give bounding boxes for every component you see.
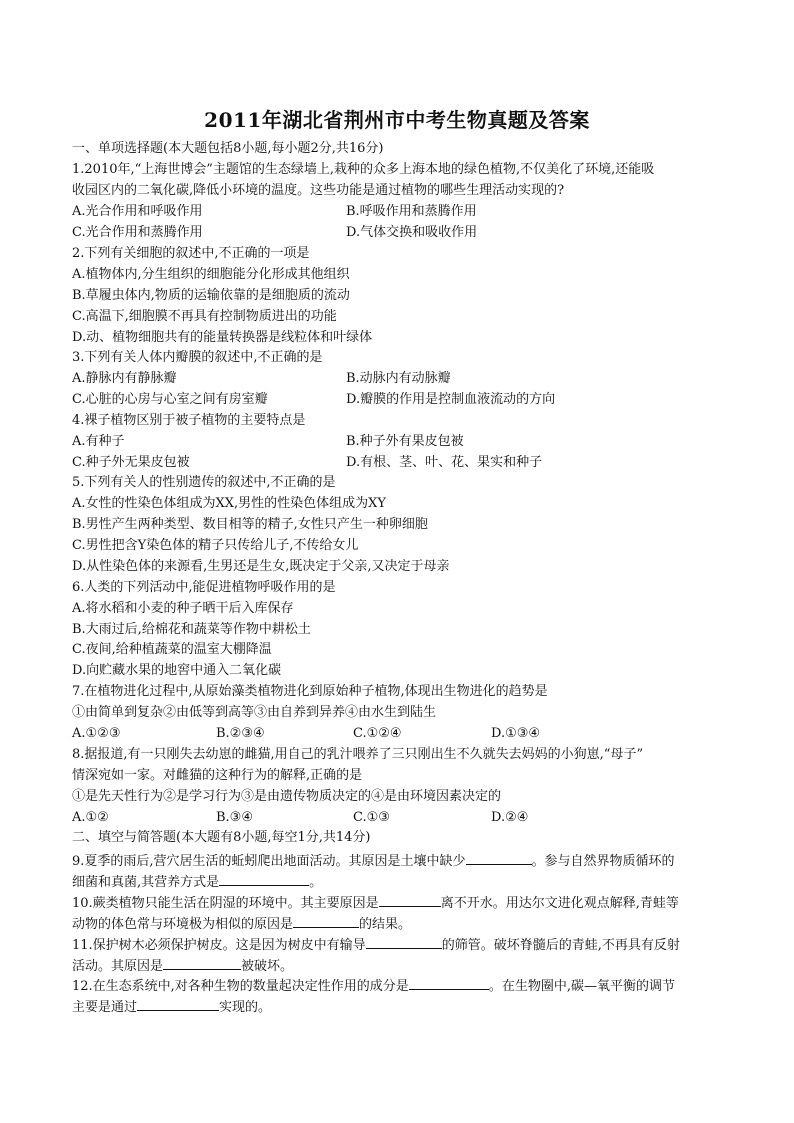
q9-text-3: 细菌和真菌,其营养方式是 bbox=[72, 875, 220, 890]
q12-line2 bbox=[72, 997, 271, 1016]
q9-line1 bbox=[72, 851, 675, 870]
q5-stem: 5.下列有关人的性别遗传的叙述中,不正确的是 bbox=[72, 475, 336, 490]
q10-text-3: 动物的体色常与环境极为相似的原因是 bbox=[72, 917, 294, 932]
q2-option-c: C.高温下,细胞膜不再具有控制物质进出的功能 bbox=[72, 309, 337, 324]
q5-option-d: D.从性染色体的来源看,生男还是生女,既决定于父亲,又决定于母亲 bbox=[72, 559, 450, 574]
q10-text-2: 离不开水。用达尔文进化观点解释,青蛙等 bbox=[440, 896, 679, 911]
q6-option-b: B.大雨过后,给棉花和蔬菜等作物中耕松土 bbox=[72, 622, 311, 637]
q8-stem-line1: 8.据报道,有一只刚失去幼崽的雌猫,用自己的乳汁喂养了三只刚出生不久就失去妈妈的小狗崽,“母子” bbox=[72, 747, 644, 762]
q9-blank-2[interactable] bbox=[219, 872, 309, 886]
q3-option-b: B.动脉内有动脉瓣 bbox=[346, 371, 451, 386]
q6-stem: 6.人类的下列活动中,能促进植物呼吸作用的是 bbox=[72, 580, 336, 595]
q8-option-d: D.②④ bbox=[491, 810, 529, 825]
q10-line2 bbox=[72, 914, 411, 933]
q3-stem: 3.下列有关人体内瓣膜的叙述中,不正确的是 bbox=[72, 350, 323, 365]
q3-option-c: C.心脏的心房与心室之间有房室瓣 bbox=[72, 392, 268, 407]
q8-option-c: C.①③ bbox=[353, 810, 390, 825]
q5-option-b: B.男性产生两种类型、数目相等的精子,女性只产生一种卵细胞 bbox=[72, 517, 428, 532]
q8-stem-line2: 情深宛如一家。对雌猫的这种行为的解释,正确的是 bbox=[72, 768, 363, 783]
q2-option-d: D.动、植物细胞共有的能量转换器是线粒体和叶绿体 bbox=[72, 330, 373, 345]
q7-stem: 7.在植物进化过程中,从原始藻类植物进化到原始种子植物,体现出生物进化的趋势是 bbox=[72, 684, 548, 699]
q6-option-d: D.向贮藏水果的地窖中通入二氧化碳 bbox=[72, 663, 282, 678]
q9-text-2: 。参与自然界物质循环的 bbox=[531, 854, 675, 869]
q12-blank-1[interactable] bbox=[409, 976, 489, 990]
q11-text-4: 被破坏。 bbox=[241, 959, 294, 974]
q11-line2 bbox=[72, 956, 293, 975]
q12-blank-2[interactable] bbox=[137, 997, 219, 1011]
q10-line1 bbox=[72, 893, 679, 912]
q7-option-b: B.②③④ bbox=[216, 726, 265, 741]
q4-stem: 4.裸子植物区别于被子植物的主要特点是 bbox=[72, 413, 306, 428]
q8-statements: ①是先天性行为②是学习行为③是由遗传物质决定的④是由环境因素决定的 bbox=[72, 789, 502, 804]
q5-option-c: C.男性把含Y染色体的精子只传给儿子,不传给女儿 bbox=[72, 538, 359, 553]
q10-text-1: 10.蕨类植物只能生活在阴湿的环境中。其主要原因是 bbox=[72, 896, 379, 911]
q1-option-b: B.呼吸作用和蒸腾作用 bbox=[346, 204, 477, 219]
q11-blank-2[interactable] bbox=[163, 956, 241, 970]
page-title: 2011年湖北省荆州市中考生物真题及答案 bbox=[204, 108, 590, 132]
q10-blank-1[interactable] bbox=[379, 893, 441, 907]
q1-option-c: C.光合作用和蒸腾作用 bbox=[72, 225, 203, 240]
q11-line1 bbox=[72, 935, 680, 954]
q1-stem-line1: 1.2010年,“上海世博会”主题馆的生态绿墙上,栽种的众多上海本地的绿色植物,不仅美化了环境,还能吸 bbox=[72, 162, 655, 177]
q1-stem-line2: 收园区内的二氧化碳,降低小环境的温度。这些功能是通过植物的哪些生理活动实现的? bbox=[72, 183, 565, 198]
q11-text-1: 11.保护树木必须保护树皮。这是因为树皮中有输导 bbox=[72, 938, 366, 953]
q10-text-4: 的结果。 bbox=[359, 917, 412, 932]
q9-text-1: 9.夏季的雨后,营穴居生活的蚯蚓爬出地面活动。其原因是土壤中缺少 bbox=[72, 854, 466, 869]
q1-option-a: A.光合作用和呼吸作用 bbox=[72, 204, 203, 219]
q2-option-a: A.植物体内,分生组织的细胞能分化形成其他组织 bbox=[72, 267, 350, 282]
q3-option-a: A.静脉内有静脉瓣 bbox=[72, 371, 177, 386]
q9-line2 bbox=[72, 872, 322, 891]
q12-text-1: 12.在生态系统中,对各种生物的数量起决定性作用的成分是 bbox=[72, 979, 409, 994]
q10-blank-2[interactable] bbox=[293, 914, 359, 928]
q7-option-d: D.①③④ bbox=[491, 726, 541, 741]
q4-option-d: D.有根、茎、叶、花、果实和种子 bbox=[346, 455, 543, 470]
q9-blank-1[interactable] bbox=[466, 851, 532, 865]
q4-option-b: B.种子外有果皮包被 bbox=[346, 434, 464, 449]
q12-text-4: 实现的。 bbox=[219, 1000, 272, 1015]
q6-option-a: A.将水稻和小麦的种子晒干后入库保存 bbox=[72, 601, 294, 616]
section-1-heading: 一、单项选择题(本大题包括8小题,每小题2分,共16分) bbox=[72, 141, 384, 156]
q7-statements: ①由简单到复杂②由低等到高等③由自养到异养④由水生到陆生 bbox=[72, 705, 437, 720]
q4-option-a: A.有种子 bbox=[72, 434, 125, 449]
q3-option-d: D.瓣膜的作用是控制血液流动的方向 bbox=[346, 392, 556, 407]
q7-option-c: C.①②④ bbox=[353, 726, 402, 741]
q7-option-a: A.①②③ bbox=[72, 726, 121, 741]
q11-text-2: 的筛管。破坏脊髓后的青蛙,不再具有反射 bbox=[441, 938, 680, 953]
q6-option-c: C.夜间,给种植蔬菜的温室大棚降温 bbox=[72, 642, 272, 657]
q5-option-a: A.女性的性染色体组成为XX,男性的性染色体组成为XY bbox=[72, 496, 386, 511]
q12-text-3: 主要是通过 bbox=[72, 1000, 138, 1015]
section-2-heading: 二、填空与简答题(本大题有8小题,每空1分,共14分) bbox=[72, 830, 371, 845]
q11-blank-1[interactable] bbox=[366, 935, 442, 949]
q8-option-b: B.③④ bbox=[216, 810, 253, 825]
q1-option-d: D.气体交换和吸收作用 bbox=[346, 225, 478, 240]
q12-line1 bbox=[72, 976, 675, 995]
q2-option-b: B.草履虫体内,物质的运输依靠的是细胞质的流动 bbox=[72, 288, 350, 303]
q9-text-4: 。 bbox=[309, 875, 323, 890]
q12-text-2: 。在生物圈中,碳—氧平衡的调节 bbox=[488, 979, 675, 994]
q4-option-c: C.种子外无果皮包被 bbox=[72, 455, 190, 470]
q2-stem: 2.下列有关细胞的叙述中,不正确的一项是 bbox=[72, 246, 310, 261]
q11-text-3: 活动。其原因是 bbox=[72, 959, 164, 974]
q8-option-a: A.①② bbox=[72, 810, 109, 825]
